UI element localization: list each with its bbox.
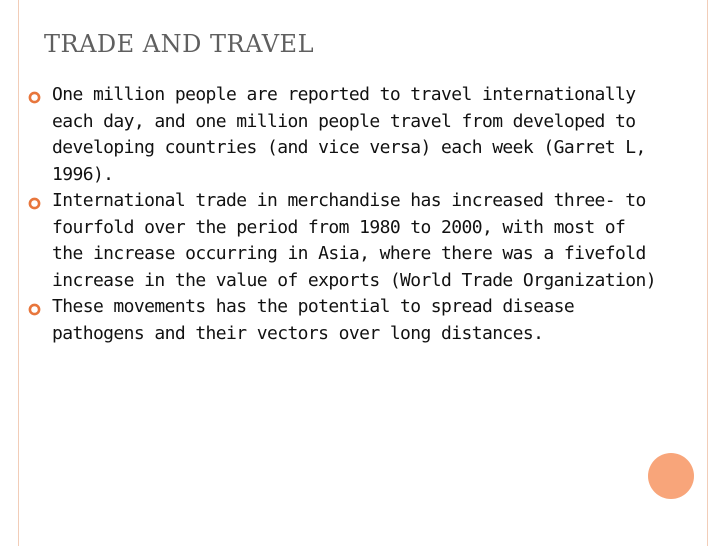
bullet-item [24, 188, 664, 294]
bullet-text: International trade in merchandise has increased three- to fourfold over the period from 1980 to 2000, with most of the increase occurring in Asia, where there was a fivefold increase in the value of exports (World Trade Organization) [52, 190, 656, 291]
hollow-circle-icon [28, 91, 41, 104]
bullet-text: One million people are reported to travel internationally each day, and one million people travel from developed to developing countries (and vice versa) each week (Garret L, 1996). [52, 84, 646, 185]
bullet-item [24, 82, 664, 188]
slide-title: TRADE AND TRAVEL [44, 30, 315, 58]
orange-circle-icon [648, 453, 694, 499]
hollow-circle-icon [28, 303, 41, 316]
hollow-circle-icon [28, 197, 41, 210]
bullet-list [24, 82, 664, 347]
bullet-text: These movements has the potential to spread disease pathogens and their vectors over long distances. [52, 296, 575, 344]
bullet-item [24, 294, 664, 347]
